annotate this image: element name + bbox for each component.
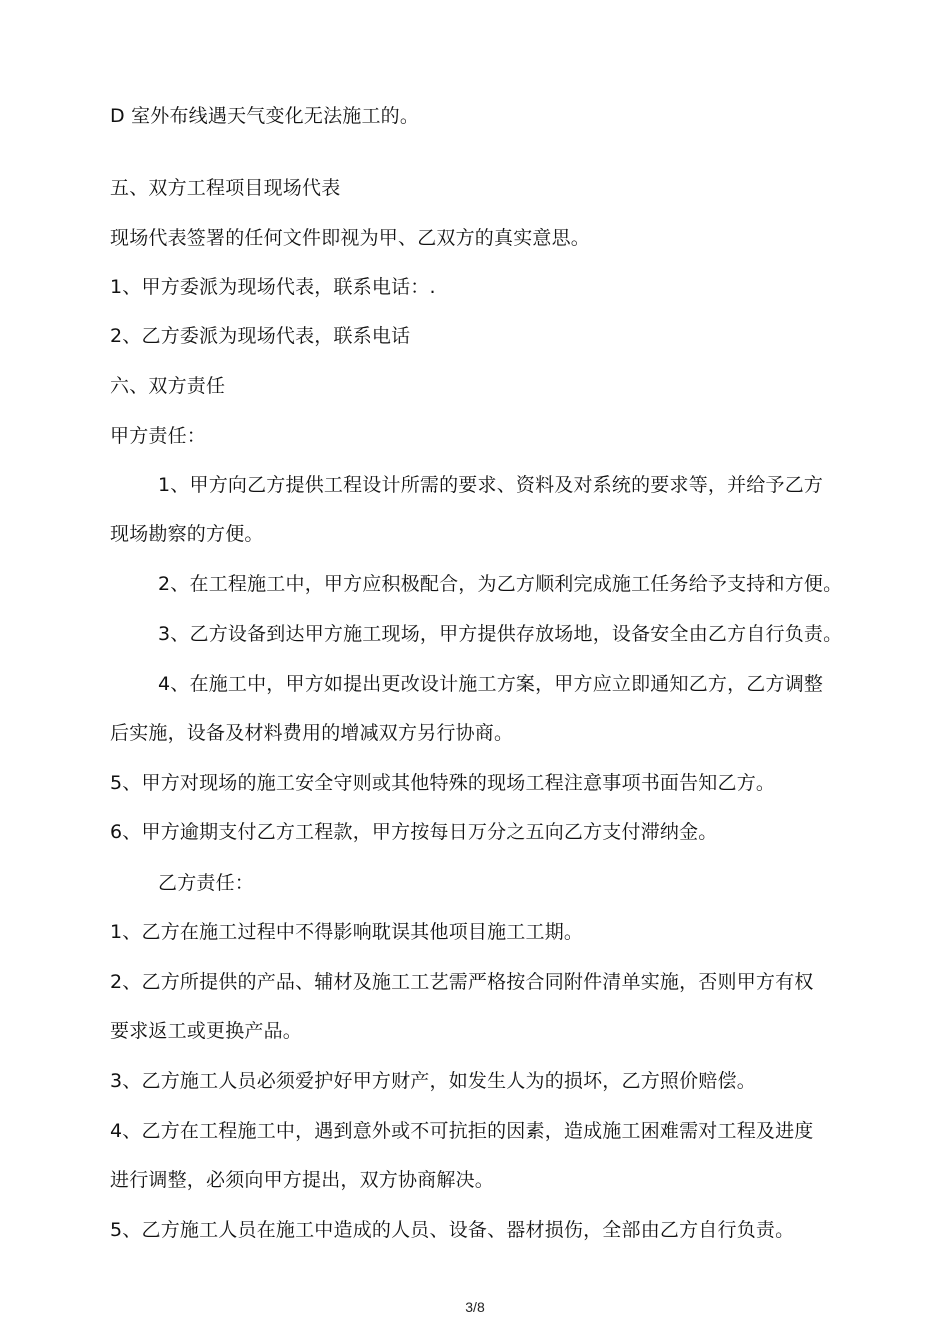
text-line: 现场勘察的方便。 [110, 523, 264, 545]
section-heading: 六、双方责任 [110, 375, 226, 397]
text-line: 6、甲方逾期支付乙方工程款，甲方按每日万分之五向乙方支付滞纳金。 [110, 821, 718, 843]
text-line: 要求返工或更换产品。 [110, 1020, 303, 1042]
text-line: 现场代表签署的任何文件即视为甲、乙双方的真实意思。 [110, 227, 591, 249]
text-line: 2、在工程施工中，甲方应积极配合，为乙方顺利完成施工任务给予支持和方便。 [158, 573, 843, 595]
text-line: 2、乙方所提供的产品、辅材及施工工艺需严格按合同附件清单实施，否则甲方有权 [110, 971, 814, 993]
text-line: 4、在施工中，甲方如提出更改设计施工方案，甲方应立即通知乙方，乙方调整 [158, 673, 824, 695]
subsection-heading: 乙方责任： [158, 872, 255, 894]
text-line: 1、乙方在施工过程中不得影响耽误其他项目施工工期。 [110, 921, 584, 943]
text-line: 2、乙方委派为现场代表，联系电话 [110, 325, 411, 347]
text-line: 3、乙方施工人员必须爱护好甲方财产，如发生人为的损坏，乙方照价赔偿。 [110, 1070, 756, 1092]
subsection-heading: 甲方责任： [110, 425, 207, 447]
text-line: 1、甲方委派为现场代表，联系电话：. [110, 276, 436, 298]
text-line: 进行调整，必须向甲方提出，双方协商解决。 [110, 1169, 495, 1191]
section-heading: 五、双方工程项目现场代表 [110, 177, 341, 199]
text-line: 4、乙方在工程施工中，遇到意外或不可抗拒的因素，造成施工困难需对工程及进度 [110, 1120, 814, 1142]
text-line: 后实施，设备及材料费用的增减双方另行协商。 [110, 722, 514, 744]
text-line: D 室外布线遇天气变化无法施工的。 [110, 105, 420, 127]
page-number: 3/8 [465, 1299, 485, 1315]
text-line: 5、乙方施工人员在施工中造成的人员、设备、器材损伤，全部由乙方自行负责。 [110, 1219, 795, 1241]
text-line: 5、甲方对现场的施工安全守则或其他特殊的现场工程注意事项书面告知乙方。 [110, 772, 776, 794]
text-line: 1、甲方向乙方提供工程设计所需的要求、资料及对系统的要求等，并给予乙方 [158, 474, 824, 496]
text-line: 3、乙方设备到达甲方施工现场，甲方提供存放场地，设备安全由乙方自行负责。 [158, 623, 843, 645]
